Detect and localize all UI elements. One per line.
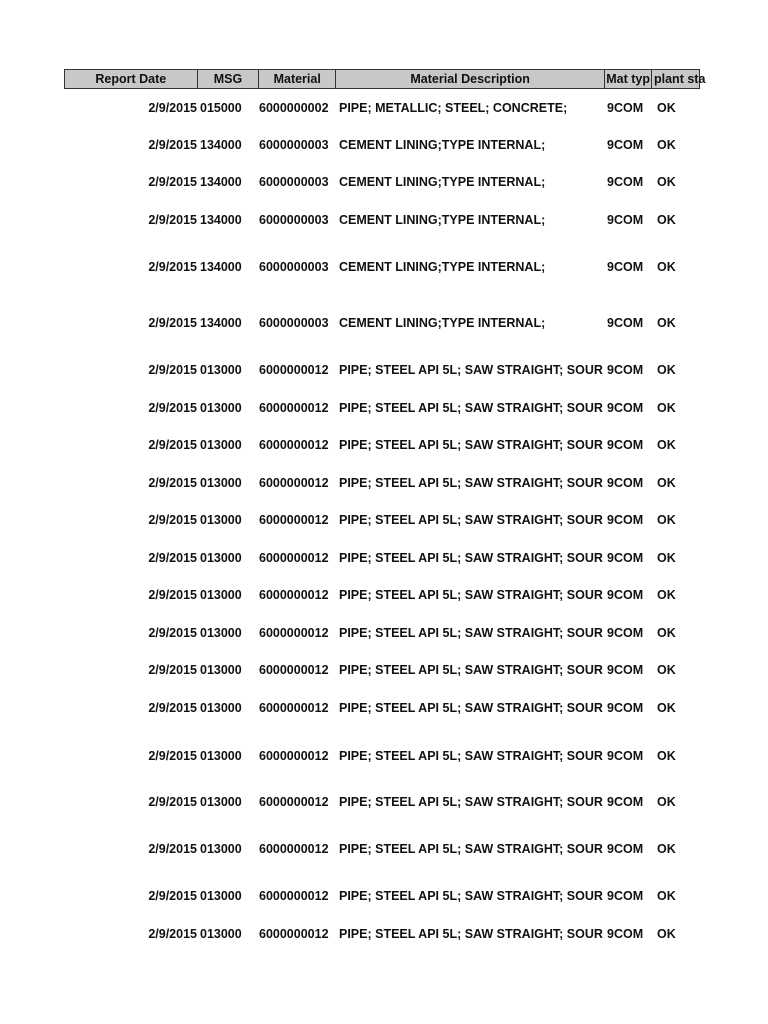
cell-material-description[interactable]: PIPE; STEEL API 5L; SAW STRAIGHT; SOUR — [339, 588, 603, 602]
cell-report-date[interactable]: 2/9/2015 — [148, 438, 197, 452]
table-row — [64, 474, 698, 492]
cell-plant-status[interactable]: OK — [657, 101, 676, 115]
cell-material[interactable]: 6000000003 — [259, 175, 329, 189]
cell-material-description[interactable]: PIPE; STEEL API 5L; SAW STRAIGHT; SOUR — [339, 438, 603, 452]
cell-report-date[interactable]: 2/9/2015 — [148, 175, 197, 189]
cell-plant-status[interactable]: OK — [657, 513, 676, 527]
cell-material-description[interactable]: PIPE; STEEL API 5L; SAW STRAIGHT; SOUR — [339, 795, 603, 809]
cell-mat-type[interactable]: 9COM — [607, 927, 644, 941]
cell-report-date[interactable]: 2/9/2015 — [148, 626, 197, 640]
cell-plant-status[interactable]: OK — [657, 842, 676, 856]
cell-mat-type[interactable]: 9COM — [607, 401, 644, 415]
table-row — [64, 314, 698, 332]
cell-mat-type[interactable]: 9COM — [607, 363, 644, 377]
cell-material[interactable]: 6000000003 — [259, 213, 329, 227]
table-row — [64, 211, 698, 229]
cell-plant-status[interactable]: OK — [657, 213, 676, 227]
cell-plant-status[interactable]: OK — [657, 551, 676, 565]
cell-material[interactable]: 6000000012 — [259, 663, 329, 677]
header-report-date[interactable]: Report Date — [65, 70, 198, 88]
cell-msg[interactable]: 134000 — [200, 175, 242, 189]
table-row — [64, 699, 698, 717]
cell-mat-type[interactable]: 9COM — [607, 476, 644, 490]
cell-material-description[interactable]: PIPE; STEEL API 5L; SAW STRAIGHT; SOUR — [339, 889, 603, 903]
cell-msg[interactable]: 134000 — [200, 316, 242, 330]
cell-report-date[interactable]: 2/9/2015 — [148, 842, 197, 856]
cell-plant-status[interactable]: OK — [657, 401, 676, 415]
cell-report-date[interactable]: 2/9/2015 — [148, 363, 197, 377]
cell-mat-type[interactable]: 9COM — [607, 438, 644, 452]
cell-material[interactable]: 6000000012 — [259, 842, 329, 856]
cell-plant-status[interactable]: OK — [657, 663, 676, 677]
cell-plant-status[interactable]: OK — [657, 138, 676, 152]
cell-material[interactable]: 6000000012 — [259, 626, 329, 640]
cell-msg[interactable]: 013000 — [200, 401, 242, 415]
cell-material[interactable]: 6000000012 — [259, 588, 329, 602]
cell-mat-type[interactable]: 9COM — [607, 588, 644, 602]
table-row — [64, 887, 698, 905]
cell-mat-type[interactable]: 9COM — [607, 663, 644, 677]
cell-material-description[interactable]: PIPE; STEEL API 5L; SAW STRAIGHT; SOUR — [339, 626, 603, 640]
table-row — [64, 511, 698, 529]
cell-msg[interactable]: 134000 — [200, 138, 242, 152]
cell-plant-status[interactable]: OK — [657, 795, 676, 809]
cell-mat-type[interactable]: 9COM — [607, 749, 644, 763]
table-row — [64, 747, 698, 765]
cell-material[interactable]: 6000000012 — [259, 701, 329, 715]
cell-material[interactable]: 6000000003 — [259, 138, 329, 152]
table-row — [64, 793, 698, 811]
cell-material[interactable]: 6000000012 — [259, 363, 329, 377]
cell-report-date[interactable]: 2/9/2015 — [148, 401, 197, 415]
cell-plant-status[interactable]: OK — [657, 889, 676, 903]
cell-msg[interactable]: 013000 — [200, 663, 242, 677]
cell-material[interactable]: 6000000012 — [259, 401, 329, 415]
cell-msg[interactable]: 013000 — [200, 889, 242, 903]
cell-material-description[interactable]: PIPE; STEEL API 5L; SAW STRAIGHT; SOUR — [339, 701, 603, 715]
cell-msg[interactable]: 015000 — [200, 101, 242, 115]
cell-report-date[interactable]: 2/9/2015 — [148, 749, 197, 763]
cell-plant-status[interactable]: OK — [657, 626, 676, 640]
cell-material-description[interactable]: PIPE; STEEL API 5L; SAW STRAIGHT; SOUR — [339, 551, 603, 565]
cell-material-description[interactable]: PIPE; STEEL API 5L; SAW STRAIGHT; SOUR — [339, 363, 603, 377]
cell-material-description[interactable]: PIPE; STEEL API 5L; SAW STRAIGHT; SOUR — [339, 749, 603, 763]
table-row — [64, 624, 698, 642]
cell-material[interactable]: 6000000012 — [259, 927, 329, 941]
table-row — [64, 661, 698, 679]
cell-mat-type[interactable]: 9COM — [607, 175, 644, 189]
table-row — [64, 840, 698, 858]
header-msg[interactable]: MSG — [198, 70, 260, 88]
cell-material[interactable]: 6000000003 — [259, 260, 329, 274]
cell-report-date[interactable]: 2/9/2015 — [148, 260, 197, 274]
cell-mat-type[interactable]: 9COM — [607, 101, 644, 115]
cell-msg[interactable]: 013000 — [200, 363, 242, 377]
cell-report-date[interactable]: 2/9/2015 — [148, 101, 197, 115]
cell-material[interactable]: 6000000012 — [259, 551, 329, 565]
cell-material[interactable]: 6000000012 — [259, 749, 329, 763]
table-row — [64, 99, 698, 117]
cell-mat-type[interactable]: 9COM — [607, 551, 644, 565]
cell-material[interactable]: 6000000012 — [259, 513, 329, 527]
cell-plant-status[interactable]: OK — [657, 701, 676, 715]
cell-material-description[interactable]: PIPE; STEEL API 5L; SAW STRAIGHT; SOUR — [339, 476, 603, 490]
cell-plant-status[interactable]: OK — [657, 316, 676, 330]
cell-report-date[interactable]: 2/9/2015 — [148, 213, 197, 227]
cell-report-date[interactable]: 2/9/2015 — [148, 927, 197, 941]
cell-material[interactable]: 6000000002 — [259, 101, 329, 115]
header-row — [64, 69, 706, 89]
cell-report-date[interactable]: 2/9/2015 — [148, 795, 197, 809]
cell-mat-type[interactable]: 9COM — [607, 626, 644, 640]
cell-mat-type[interactable]: 9COM — [607, 260, 644, 274]
cell-material-description[interactable]: PIPE; STEEL API 5L; SAW STRAIGHT; SOUR — [339, 513, 603, 527]
cell-material-description[interactable]: CEMENT LINING;TYPE INTERNAL; — [339, 316, 546, 330]
cell-material-description[interactable]: PIPE; STEEL API 5L; SAW STRAIGHT; SOUR — [339, 401, 603, 415]
cell-msg[interactable]: 134000 — [200, 260, 242, 274]
cell-msg[interactable]: 013000 — [200, 551, 242, 565]
table-row — [64, 258, 698, 276]
cell-material[interactable]: 6000000012 — [259, 889, 329, 903]
header-mat-type[interactable]: Mat typ — [605, 70, 652, 88]
cell-plant-status[interactable]: OK — [657, 175, 676, 189]
cell-mat-type[interactable]: 9COM — [607, 889, 644, 903]
cell-mat-type[interactable]: 9COM — [607, 701, 644, 715]
cell-msg[interactable]: 013000 — [200, 626, 242, 640]
cell-plant-status[interactable]: OK — [657, 588, 676, 602]
cell-material[interactable]: 6000000012 — [259, 476, 329, 490]
spreadsheet — [64, 69, 706, 941]
cell-msg[interactable]: 013000 — [200, 749, 242, 763]
table-row — [64, 436, 698, 454]
cell-plant-status[interactable]: OK — [657, 363, 676, 377]
header-plant-status[interactable]: plant sta — [654, 72, 706, 86]
cell-msg[interactable]: 013000 — [200, 701, 242, 715]
cell-report-date[interactable]: 2/9/2015 — [148, 701, 197, 715]
cell-msg[interactable]: 013000 — [200, 438, 242, 452]
cell-material[interactable]: 6000000003 — [259, 316, 329, 330]
header-material-description[interactable]: Material Description — [336, 70, 605, 88]
cell-mat-type[interactable]: 9COM — [607, 842, 644, 856]
cell-report-date[interactable]: 2/9/2015 — [148, 588, 197, 602]
cell-report-date[interactable]: 2/9/2015 — [148, 316, 197, 330]
cell-material-description[interactable]: CEMENT LINING;TYPE INTERNAL; — [339, 213, 546, 227]
cell-mat-type[interactable]: 9COM — [607, 213, 644, 227]
cell-material-description[interactable]: CEMENT LINING;TYPE INTERNAL; — [339, 260, 546, 274]
table-row — [64, 586, 698, 604]
cell-report-date[interactable]: 2/9/2015 — [148, 138, 197, 152]
cell-mat-type[interactable]: 9COM — [607, 513, 644, 527]
cell-plant-status[interactable]: OK — [657, 260, 676, 274]
table-row — [64, 925, 698, 943]
cell-msg[interactable]: 013000 — [200, 588, 242, 602]
table-row — [64, 399, 698, 417]
cell-material[interactable]: 6000000012 — [259, 438, 329, 452]
cell-plant-status[interactable]: OK — [657, 749, 676, 763]
cell-mat-type[interactable]: 9COM — [607, 138, 644, 152]
table-row — [64, 549, 698, 567]
cell-report-date[interactable]: 2/9/2015 — [148, 551, 197, 565]
cell-plant-status[interactable]: OK — [657, 438, 676, 452]
cell-material-description[interactable]: PIPE; STEEL API 5L; SAW STRAIGHT; SOUR — [339, 663, 603, 677]
cell-material[interactable]: 6000000012 — [259, 795, 329, 809]
cell-msg[interactable]: 013000 — [200, 513, 242, 527]
cell-mat-type[interactable]: 9COM — [607, 795, 644, 809]
cell-report-date[interactable]: 2/9/2015 — [148, 889, 197, 903]
cell-material-description[interactable]: PIPE; METALLIC; STEEL; CONCRETE; — [339, 101, 568, 115]
cell-report-date[interactable]: 2/9/2015 — [148, 513, 197, 527]
table-row — [64, 136, 698, 154]
cell-msg[interactable]: 013000 — [200, 795, 242, 809]
cell-report-date[interactable]: 2/9/2015 — [148, 663, 197, 677]
cell-msg[interactable]: 013000 — [200, 842, 242, 856]
cell-plant-status[interactable]: OK — [657, 927, 676, 941]
cell-msg[interactable]: 013000 — [200, 927, 242, 941]
cell-material-description[interactable]: PIPE; STEEL API 5L; SAW STRAIGHT; SOUR — [339, 842, 603, 856]
table-row — [64, 173, 698, 191]
cell-mat-type[interactable]: 9COM — [607, 316, 644, 330]
cell-plant-status[interactable]: OK — [657, 476, 676, 490]
cell-report-date[interactable]: 2/9/2015 — [148, 476, 197, 490]
header-material[interactable]: Material — [259, 70, 336, 88]
cell-msg[interactable]: 013000 — [200, 476, 242, 490]
cell-material-description[interactable]: CEMENT LINING;TYPE INTERNAL; — [339, 138, 546, 152]
table-row — [64, 361, 698, 379]
cell-msg[interactable]: 134000 — [200, 213, 242, 227]
cell-material-description[interactable]: CEMENT LINING;TYPE INTERNAL; — [339, 175, 546, 189]
cell-material-description[interactable]: PIPE; STEEL API 5L; SAW STRAIGHT; SOUR — [339, 927, 603, 941]
